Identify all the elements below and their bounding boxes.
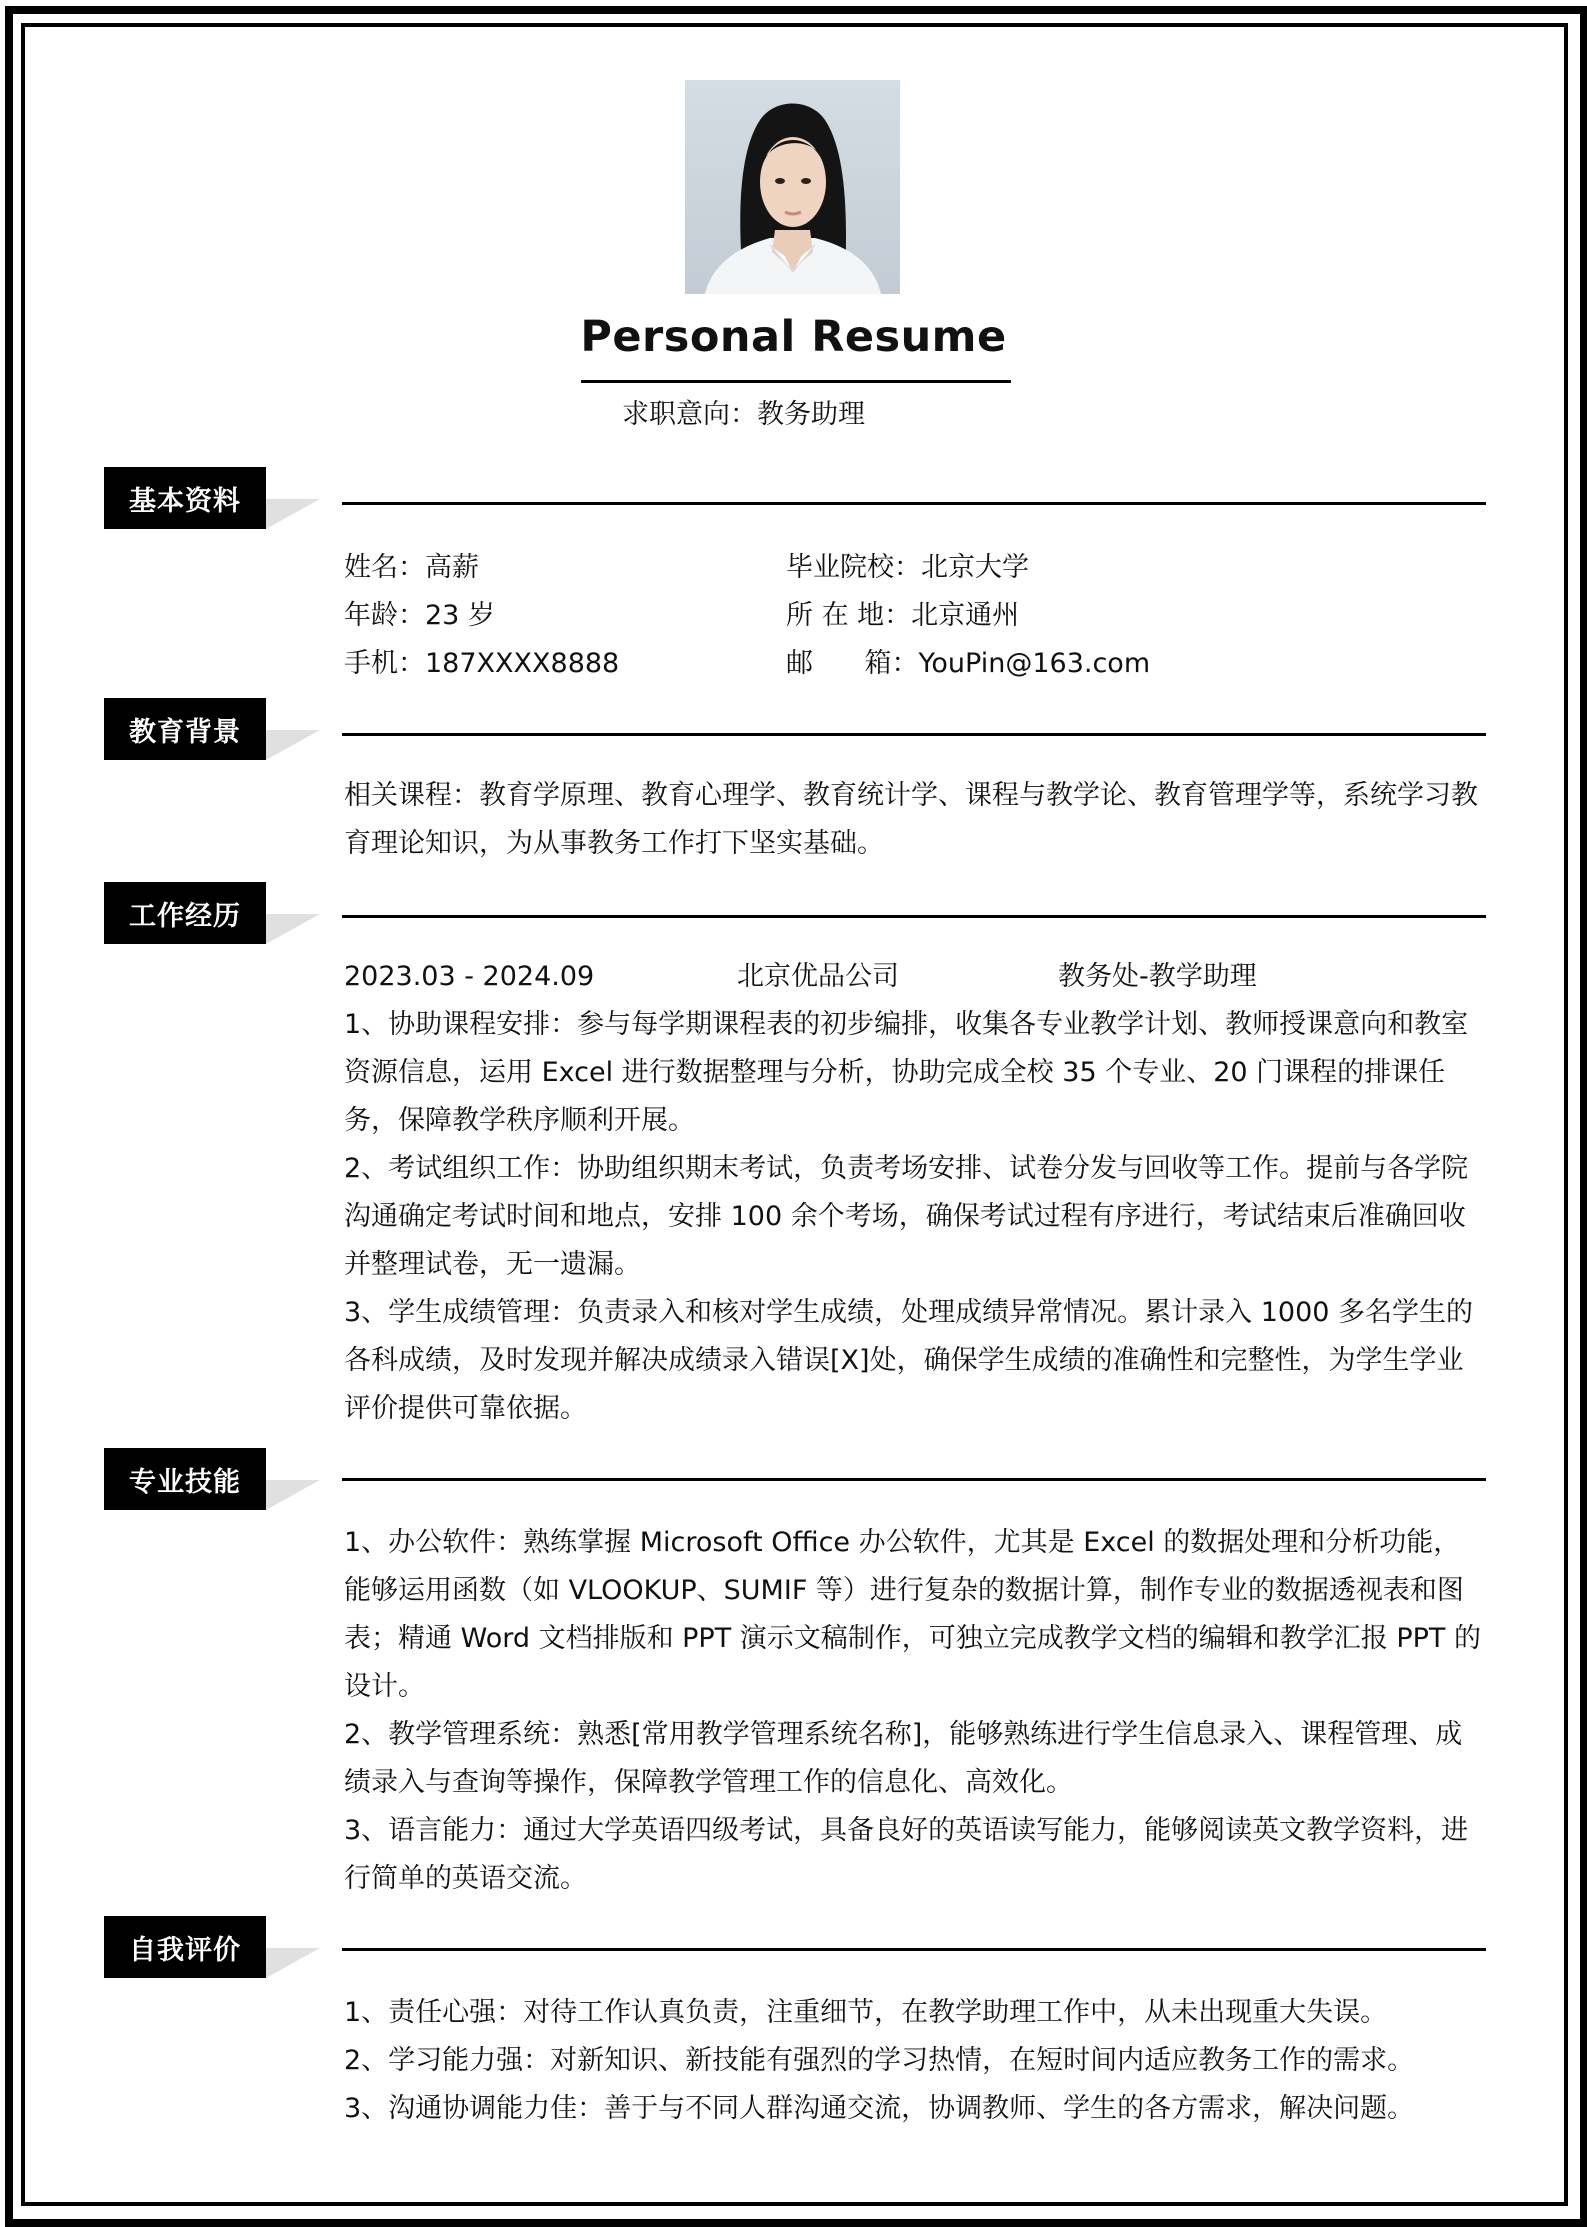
section-rule bbox=[342, 733, 1486, 736]
work-item: 1、协助课程安排：参与每学期课程表的初步编排，收集各专业教学计划、教师授课意向和教室资源信息，运用 Excel 进行数据整理与分析，协助完成全校 35 个专业、20 门课程的排课任务，保障教学秩序顺利开展。 bbox=[344, 1009, 1469, 1136]
section-tag-education: 教育背景 bbox=[104, 698, 266, 760]
profile-photo bbox=[685, 80, 900, 294]
section-tag-shadow bbox=[266, 1948, 320, 1978]
section-rule bbox=[342, 915, 1486, 918]
basic-location: 所 在 地：北京通州 bbox=[786, 600, 1020, 631]
basic-phone: 手机：187XXXX8888 bbox=[344, 648, 620, 679]
skill-item: 2、教学管理系统：熟悉[常用教学管理系统名称]，能够熟练进行学生信息录入、课程管理、成绩录入与查询等操作，保障教学管理工作的信息化、高效化。 bbox=[344, 1719, 1463, 1798]
self-items bbox=[344, 1989, 1486, 2133]
work-company: 北京优品公司 bbox=[737, 961, 899, 992]
self-item: 3、沟通协调能力佳：善于与不同人群沟通交流，协调教师、学生的各方需求，解决问题。 bbox=[344, 2093, 1415, 2124]
skill-item: 3、语言能力：通过大学英语四级考试，具备良好的英语读写能力，能够阅读英文教学资料，进行简单的英语交流。 bbox=[344, 1815, 1469, 1894]
work-position: 教务处-教学助理 bbox=[1058, 961, 1257, 992]
section-tag-shadow bbox=[266, 1480, 320, 1510]
section-tag-work: 工作经历 bbox=[104, 882, 266, 944]
work-item: 3、学生成绩管理：负责录入和核对学生成绩，处理成绩异常情况。累计录入 1000 多名学生的各科成绩，及时发现并解决成绩录入错误[X]处，确保学生成绩的准确性和完整性，为学生学业评价提供可靠依据。 bbox=[344, 1297, 1474, 1424]
skill-item: 1、办公软件：熟练掌握 Microsoft Office 办公软件，尤其是 Excel 的数据处理和分析功能，能够运用函数（如 VLOOKUP、SUMIF 等）进行复杂的数据计算，制作专业的数据透视表和图表；精通 Word 文档排版和 PPT 演示文稿制作，可独立完成教学文档的编辑和教学汇报 PPT 的设计。 bbox=[344, 1527, 1482, 1702]
work-item: 2、考试组织工作：协助组织期末考试，负责考场安排、试卷分发与回收等工作。提前与各学院沟通确定考试时间和地点，安排 100 余个考场，确保考试过程有序进行，考试结束后准确回收并整理试卷，无一遗漏。 bbox=[344, 1153, 1469, 1280]
basic-age: 年龄：23 岁 bbox=[344, 600, 495, 631]
job-objective: 求职意向：教务助理 bbox=[622, 399, 865, 430]
section-tag-shadow bbox=[266, 730, 320, 760]
section-tag-basic: 基本资料 bbox=[104, 467, 266, 529]
section-tag-shadow bbox=[266, 499, 320, 529]
work-period: 2023.03 - 2024.09 bbox=[344, 961, 595, 992]
section-rule bbox=[342, 1948, 1486, 1951]
section-rule bbox=[342, 1478, 1486, 1481]
title-underline bbox=[581, 380, 1011, 383]
work-items bbox=[344, 1001, 1486, 1433]
self-item: 1、责任心强：对待工作认真负责，注重细节，在教学助理工作中，从未出现重大失误。 bbox=[344, 1997, 1388, 2028]
basic-email: 邮 箱：YouPin@163.com bbox=[786, 648, 1151, 679]
basic-school: 毕业院校：北京大学 bbox=[786, 552, 1029, 583]
section-rule bbox=[342, 502, 1486, 505]
education-paragraph: 相关课程：教育学原理、教育心理学、教育统计学、课程与教学论、教育管理学等，系统学习教育理论知识，为从事教务工作打下坚实基础。 bbox=[344, 780, 1478, 859]
section-tag-skills: 专业技能 bbox=[104, 1448, 266, 1510]
resume-title: Personal Resume bbox=[580, 312, 1007, 362]
section-tag-self: 自我评价 bbox=[104, 1916, 266, 1978]
skills-items bbox=[344, 1519, 1486, 1903]
basic-name: 姓名：高薪 bbox=[344, 552, 479, 583]
self-item: 2、学习能力强：对新知识、新技能有强烈的学习热情，在短时间内适应教务工作的需求。 bbox=[344, 2045, 1415, 2076]
education-text bbox=[344, 772, 1486, 868]
section-tag-shadow bbox=[266, 914, 320, 944]
